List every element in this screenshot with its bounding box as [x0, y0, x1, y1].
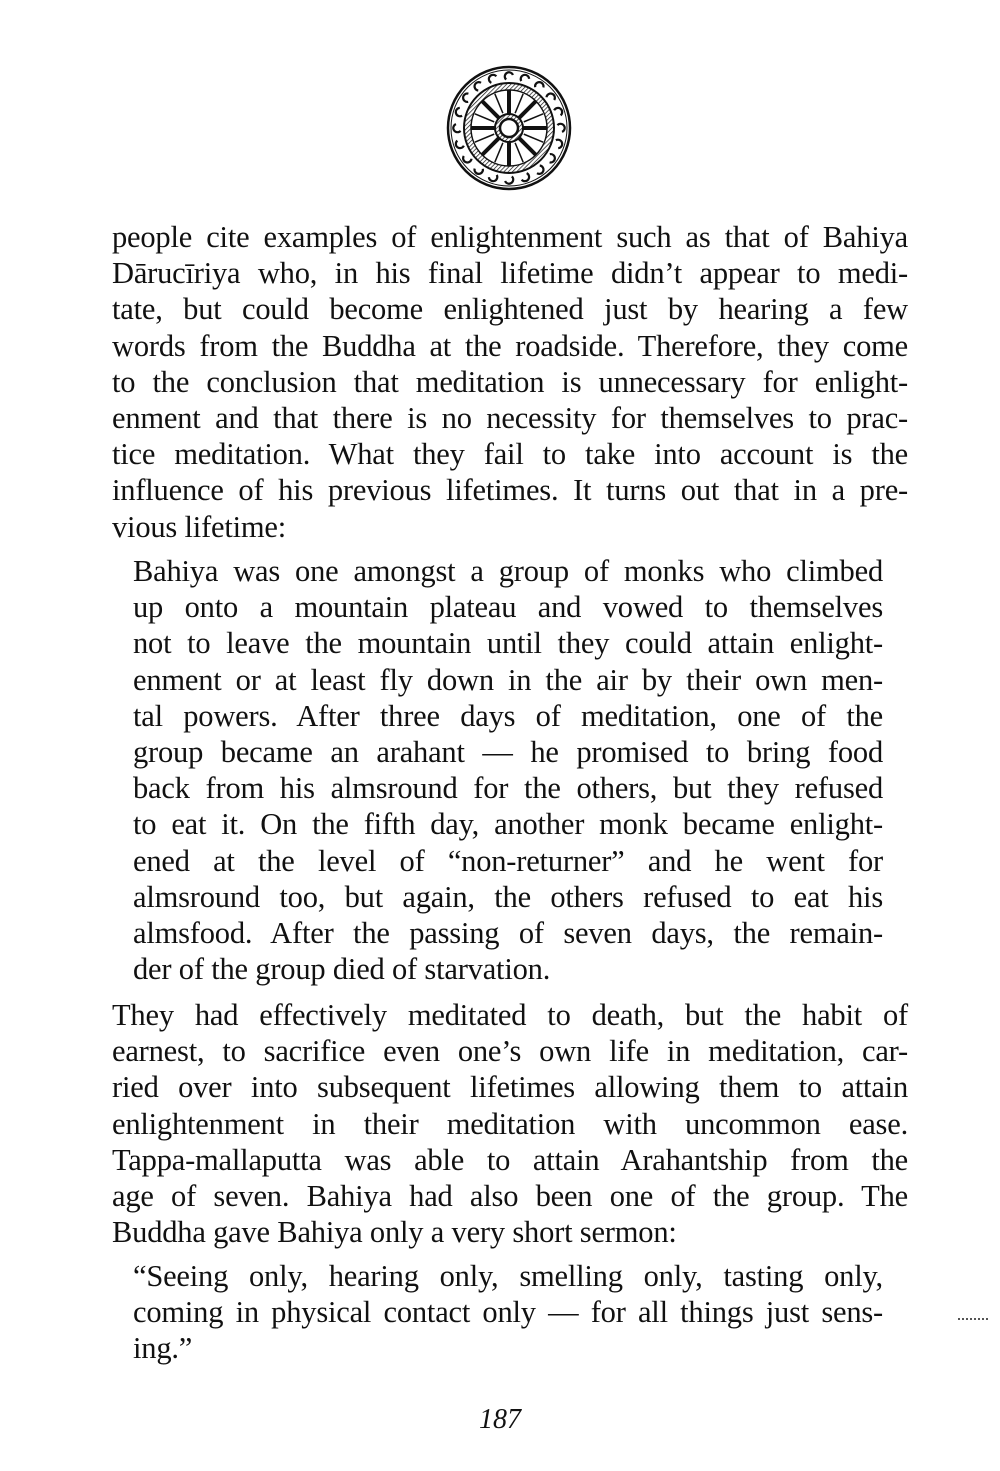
paragraph-conclusion [112, 997, 908, 1250]
text-line: enment and that there is no necessity for themselves to prac- [112, 400, 908, 435]
block-quote-sermon [133, 1258, 883, 1367]
block-quote-story [133, 553, 883, 987]
text-line: to eat it. On the fifth day, another monk became enlight- [133, 807, 883, 842]
text-line: Dārucīriya who, in his final lifetime didn’t appear to medi- [112, 256, 908, 291]
text-line: almsround too, but again, the others refused to eat his [133, 879, 883, 914]
text-line: people cite examples of enlightenment such as that of Bahiya [112, 220, 908, 254]
text-line: ing.” [133, 1331, 193, 1366]
text-line: tal powers. After three days of meditation, one of the [133, 698, 883, 733]
text-line: words from the Buddha at the roadside. Therefore, they come [112, 328, 908, 363]
text-line: not to leave the mountain until they could attain enlight- [133, 626, 883, 661]
text-line: der of the group died of starvation. [133, 952, 551, 987]
text-line: influence of his previous lifetimes. It turns out that in a pre- [112, 473, 908, 508]
text-line: age of seven. Bahiya had also been one of the group. The [112, 1178, 908, 1213]
text-line: enment or at least fly down in the air by their own men- [133, 662, 883, 697]
text-line: ened at the level of “non-returner” and he went for [133, 843, 883, 878]
text-line: enlightenment in their meditation with uncommon ease. [112, 1106, 908, 1141]
text-line: tice meditation. What they fail to take into account is the [112, 437, 908, 472]
text-line: Tappa-mallaputta was able to attain Arahantship from the [112, 1142, 908, 1177]
page-number: 187 [479, 1404, 521, 1435]
text-line: almsfood. After the passing of seven days, the remain- [133, 915, 883, 950]
paragraph-intro [112, 219, 908, 545]
dharma-wheel-icon [445, 64, 573, 192]
text-line: group became an arahant — he promised to bring food [133, 734, 883, 769]
text-line: to the conclusion that meditation is unnecessary for enlight- [112, 364, 908, 399]
text-line: vious lifetime: [112, 509, 287, 544]
text-line: back from his almsround for the others, but they refused [133, 771, 883, 806]
text-line: Buddha gave Bahiya only a very short sermon: [112, 1215, 677, 1250]
text-line: They had effectively meditated to death, but the habit of [112, 998, 908, 1032]
text-line: “Seeing only, hearing only, smelling only, tasting only, [133, 1259, 883, 1293]
margin-mark [958, 1318, 988, 1322]
text-line: earnest, to sacrifice even one’s own life in meditation, car- [112, 1034, 908, 1069]
text-line: ried over into subsequent lifetimes allowing them to attain [112, 1070, 908, 1105]
text-line: Bahiya was one amongst a group of monks who climbed [133, 554, 883, 588]
text-line: up onto a mountain plateau and vowed to themselves [133, 590, 883, 625]
text-line: coming in physical contact only — for all things just sens- [133, 1295, 883, 1330]
text-line: tate, but could become enlightened just by hearing a few [112, 292, 908, 327]
